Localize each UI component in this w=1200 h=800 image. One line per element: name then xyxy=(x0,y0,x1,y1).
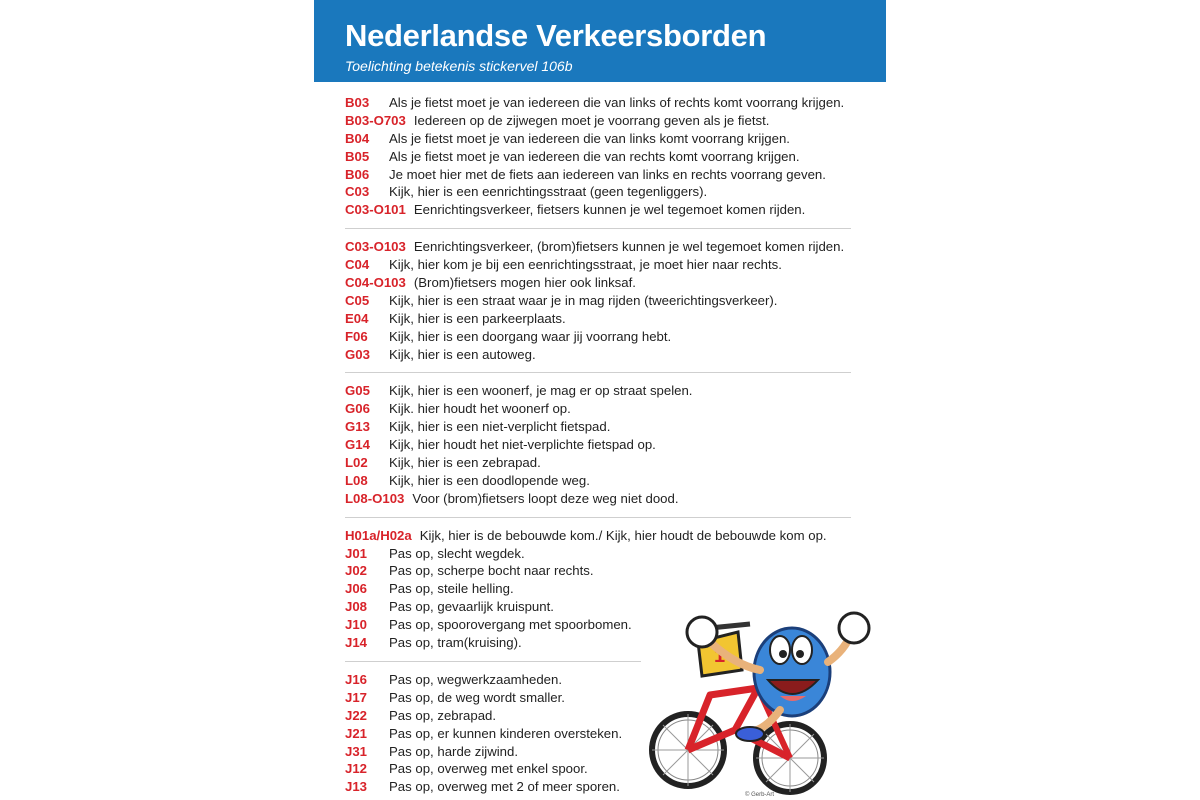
sign-row xyxy=(345,580,865,598)
sign-code: F06 xyxy=(345,328,368,344)
sign-code: G14 xyxy=(345,437,370,453)
sign-description: Kijk, hier is de bebouwde kom./ Kijk, hier houdt de bebouwde kom op. xyxy=(419,527,827,543)
sign-code: C03-O101 xyxy=(345,202,406,218)
sign-row xyxy=(345,148,865,166)
sign-code: B05 xyxy=(345,148,370,164)
sign-description: Pas op, overweg met enkel spoor. xyxy=(389,761,588,777)
sign-description: Kijk, hier is een woonerf, je mag er op straat spelen. xyxy=(389,383,693,399)
sign-code: J13 xyxy=(345,779,368,795)
sign-code: L02 xyxy=(345,455,368,471)
sign-description: Kijk, hier is een autoweg. xyxy=(389,346,536,362)
sign-code: L08-O103 xyxy=(345,490,405,506)
sign-code: E04 xyxy=(345,310,369,326)
sign-description: Pas op, de weg wordt smaller. xyxy=(389,689,565,705)
page-title: Nederlandse Verkeersborden xyxy=(345,18,767,53)
sign-description: Als je fietst moet je van iedereen die van links of rechts komt voorrang krijgen. xyxy=(389,95,845,110)
sign-description: Kijk, hier is een doodlopende weg. xyxy=(389,472,590,488)
sign-code: G13 xyxy=(345,419,370,435)
sign-description: Pas op, wegwerkzaamheden. xyxy=(389,671,563,687)
sign-row xyxy=(345,310,865,328)
sign-description: Voor (brom)fietsers loopt deze weg niet dood. xyxy=(412,490,679,506)
sign-description: Eenrichtingsverkeer, (brom)fietsers kunnen je wel tegemoet komen rijden. xyxy=(413,239,845,255)
sign-description: Kijk. hier houdt het woonerf op. xyxy=(389,401,571,417)
sign-row xyxy=(345,292,865,310)
sign-row xyxy=(345,400,865,418)
sign-code: G05 xyxy=(345,383,370,399)
cyclist-mascot-icon xyxy=(640,610,880,800)
sign-description: Als je fietst moet je van iedereen die van rechts komt voorrang krijgen. xyxy=(389,148,800,164)
sign-code: J16 xyxy=(345,671,368,687)
sign-row xyxy=(345,166,865,184)
sign-code: J21 xyxy=(345,725,368,741)
sign-description: Pas op, overweg met 2 of meer sporen. xyxy=(389,779,620,795)
sign-code: C05 xyxy=(345,292,370,308)
sign-row xyxy=(345,562,865,580)
group-divider xyxy=(345,372,851,373)
sign-description: Kijk, hier is een niet-verplicht fietspad. xyxy=(389,419,611,435)
sign-description: Pas op, tram(kruising). xyxy=(389,635,522,651)
sign-description: Pas op, gevaarlijk kruispunt. xyxy=(389,599,554,615)
sign-description: Kijk, hier is een doorgang waar jij voorrang hebt. xyxy=(389,328,672,344)
sign-description: (Brom)fietsers mogen hier ook linksaf. xyxy=(413,275,636,291)
sign-code: B06 xyxy=(345,166,370,182)
sign-description: Kijk, hier is een straat waar je in mag rijden (tweerichtingsverkeer). xyxy=(389,292,778,308)
sign-code: C03 xyxy=(345,184,370,200)
svg-text:1: 1 xyxy=(714,645,726,667)
sign-row xyxy=(345,472,865,490)
sign-description: Pas op, er kunnen kinderen oversteken. xyxy=(389,725,623,741)
group-divider xyxy=(345,228,851,229)
sign-code: C04-O103 xyxy=(345,275,406,291)
sign-row xyxy=(345,256,865,274)
sign-code: J10 xyxy=(345,617,368,633)
sign-code: C04 xyxy=(345,257,370,273)
sign-description: Pas op, spoorovergang met spoorbomen. xyxy=(389,617,632,633)
illustration-credit: © Gerb-Art xyxy=(745,792,775,798)
sign-code: B03 xyxy=(345,95,370,110)
sign-code: J17 xyxy=(345,689,368,705)
sign-row xyxy=(345,238,865,256)
group-divider xyxy=(345,661,641,662)
sign-code: J31 xyxy=(345,743,368,759)
sign-row xyxy=(345,130,865,148)
sign-code: C03-O103 xyxy=(345,239,406,255)
sign-code: G03 xyxy=(345,346,370,362)
sign-row xyxy=(345,112,865,130)
sign-code: J01 xyxy=(345,545,368,561)
sign-row xyxy=(345,201,865,219)
sign-row xyxy=(345,183,865,201)
sign-group xyxy=(345,382,865,507)
sign-description: Kijk, hier houdt het niet-verplichte fietspad op. xyxy=(389,437,656,453)
sign-group xyxy=(345,238,865,363)
header-banner xyxy=(314,0,886,82)
sign-row xyxy=(345,94,865,112)
sign-code: J02 xyxy=(345,563,368,579)
sign-description: Iedereen op de zijwegen moet je voorrang geven als je fietst. xyxy=(413,112,770,128)
sign-row xyxy=(345,454,865,472)
sign-row xyxy=(345,346,865,364)
sign-row xyxy=(345,274,865,292)
sign-description: Eenrichtingsverkeer, fietsers kunnen je wel tegemoet komen rijden. xyxy=(413,202,806,218)
sign-code: L08 xyxy=(345,472,368,488)
sign-row xyxy=(345,382,865,400)
sign-code: G06 xyxy=(345,401,370,417)
sign-code: J22 xyxy=(345,707,368,723)
sign-description: Pas op, scherpe bocht naar rechts. xyxy=(389,563,594,579)
sign-description: Kijk, hier is een parkeerplaats. xyxy=(389,310,566,326)
sign-code: J06 xyxy=(345,581,368,597)
group-divider xyxy=(345,517,851,518)
sign-group xyxy=(345,94,865,219)
sign-code: J08 xyxy=(345,599,368,615)
sign-row xyxy=(345,545,865,563)
sign-description: Als je fietst moet je van iedereen die van links komt voorrang krijgen. xyxy=(389,130,790,146)
sign-description: Kijk, hier is een eenrichtingsstraat (geen tegenliggers). xyxy=(389,184,708,200)
sign-description: Pas op, zebrapad. xyxy=(389,707,497,723)
sign-description: Pas op, steile helling. xyxy=(389,581,514,597)
page-subtitle: Toelichting betekenis stickervel 106b xyxy=(345,58,573,74)
sign-code: H01a/H02a xyxy=(345,527,412,543)
sign-row xyxy=(345,418,865,436)
sign-row xyxy=(345,436,865,454)
sign-code: B03-O703 xyxy=(345,112,406,128)
sign-code: J12 xyxy=(345,761,368,777)
sign-row xyxy=(345,328,865,346)
sign-code: J14 xyxy=(345,635,368,651)
sign-description: Je moet hier met de fiets aan iedereen van links en rechts voorrang geven. xyxy=(389,166,826,182)
sign-description: Kijk, hier kom je bij een eenrichtingsstraat, je moet hier naar rechts. xyxy=(389,257,782,273)
sign-description: Pas op, slecht wegdek. xyxy=(389,545,525,561)
sign-description: Pas op, harde zijwind. xyxy=(389,743,519,759)
sign-row xyxy=(345,490,865,508)
sign-code: B04 xyxy=(345,130,370,146)
sign-row xyxy=(345,527,865,545)
sign-description: Kijk, hier is een zebrapad. xyxy=(389,455,541,471)
